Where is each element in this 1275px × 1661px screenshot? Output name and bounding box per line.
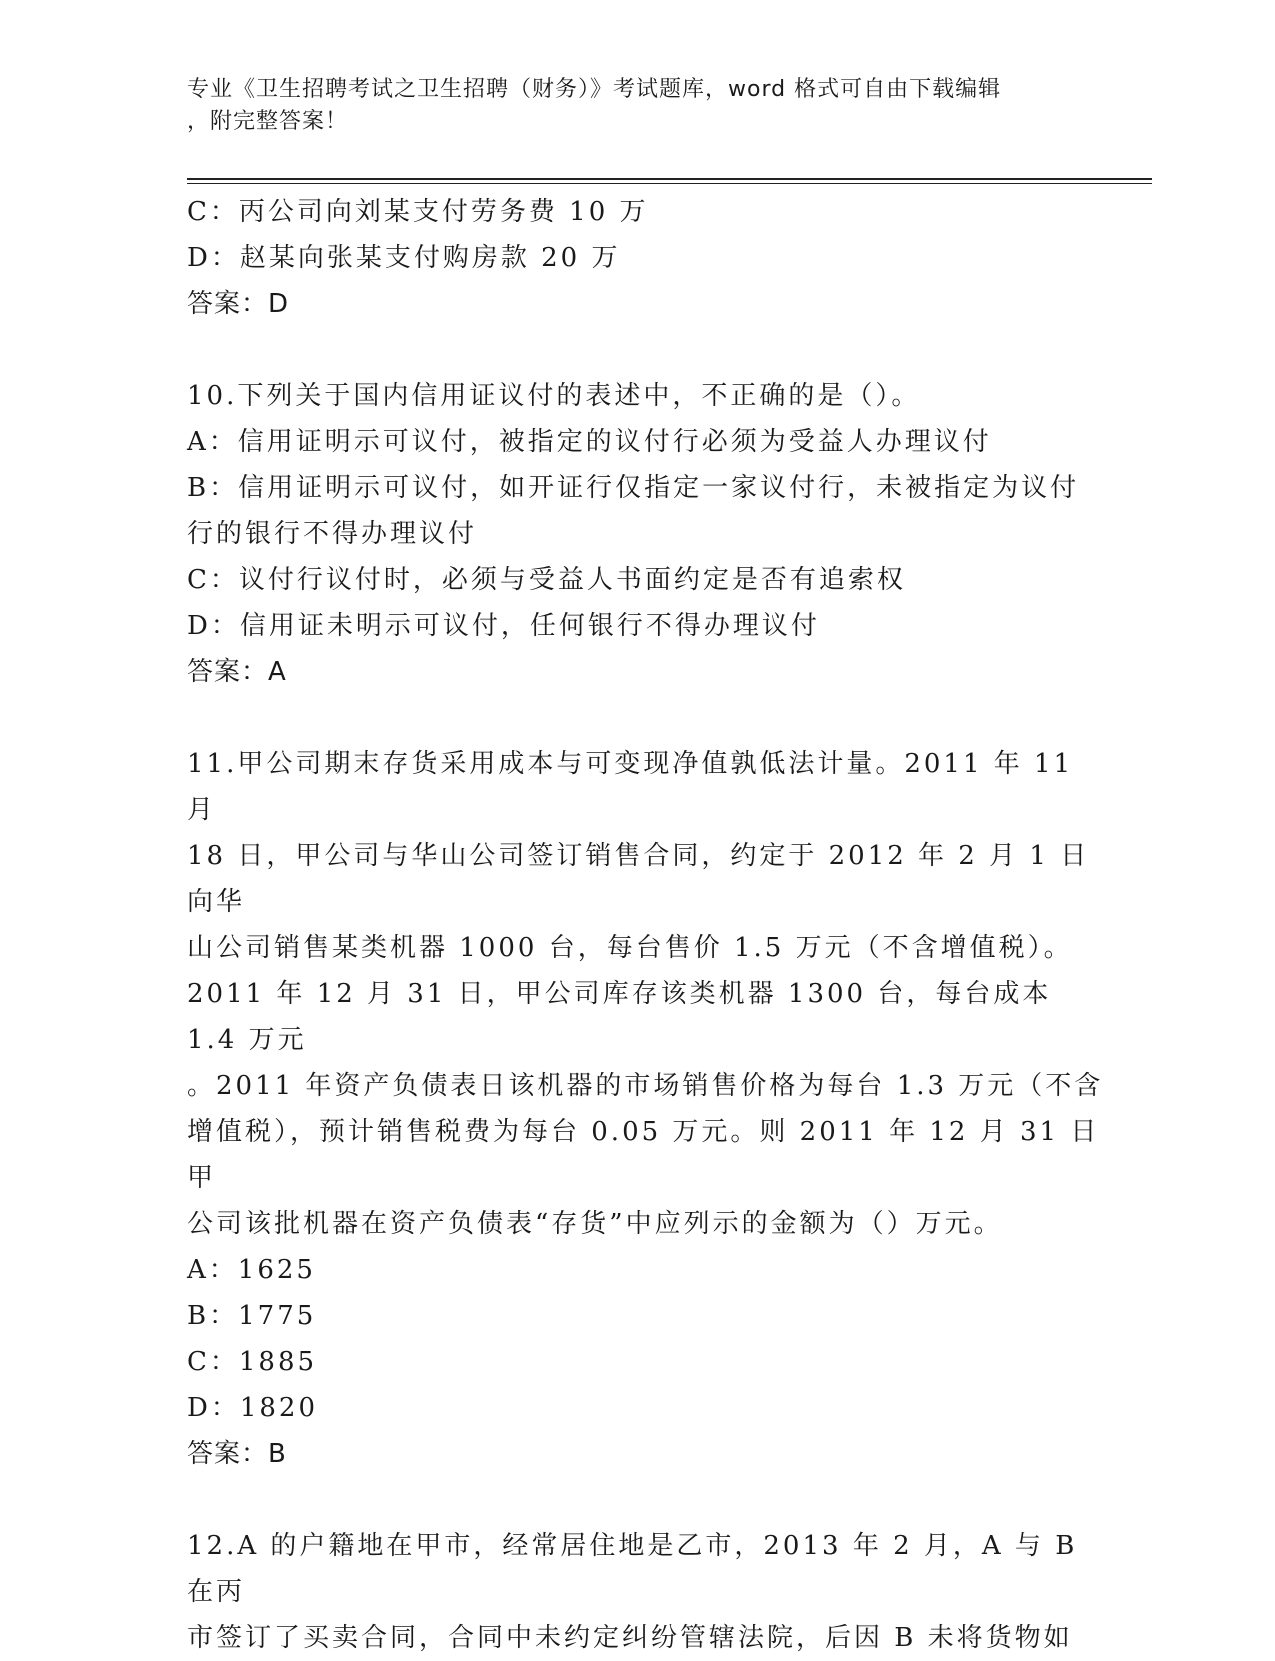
header-line-1: 专业《卫生招聘考试之卫生招聘（财务）》考试题库，word 格式可自由下载编辑 xyxy=(187,77,1002,102)
question-11 xyxy=(187,741,1107,1477)
header-divider-thin xyxy=(187,183,1152,184)
q10-option-d: D：信用证未明示可议付，任何银行不得办理议付 xyxy=(187,611,820,641)
question-10 xyxy=(187,373,1107,695)
q10-option-b-line-2: 行的银行不得办理议付 xyxy=(187,519,478,549)
q11-option-c: C：1885 xyxy=(187,1347,318,1377)
q10-answer: 答案：A xyxy=(187,657,287,687)
q10-stem: 10.下列关于国内信用证议付的表述中，不正确的是（）。 xyxy=(187,381,921,411)
q11-stem-line-6: 增值税），预计销售税费为每台 0.05 万元。则 2011 年 12 月 31 日甲 xyxy=(187,1117,1100,1193)
q11-stem-line-3: 山公司销售某类机器 1000 台，每台售价 1.5 万元（不含增值税）。 xyxy=(187,933,1073,963)
document-body xyxy=(187,189,1107,1661)
q10-option-c: C：议付行议付时，必须与受益人书面约定是否有追索权 xyxy=(187,565,906,595)
q9-answer: 答案：D xyxy=(187,289,290,319)
q11-stem-line-1: 11.甲公司期末存货采用成本与可变现净值孰低法计量。2011 年 11 月 xyxy=(187,749,1074,825)
q11-answer: 答案：B xyxy=(187,1439,287,1469)
spacer xyxy=(187,695,1107,741)
question-12 xyxy=(187,1523,1107,1661)
header-line-2: ，附完整答案！ xyxy=(187,109,349,134)
q11-stem-line-4: 2011 年 12 月 31 日，甲公司库存该类机器 1300 台，每台成本 1.4 万元 xyxy=(187,979,1052,1055)
q11-stem-line-2: 18 日，甲公司与华山公司签订销售合同，约定于 2012 年 2 月 1 日向华 xyxy=(187,841,1090,917)
question-9 xyxy=(187,189,1107,327)
q12-stem-line-2: 市签订了买卖合同，合同中未约定纠纷管辖法院，后因 B 未将货物如 xyxy=(187,1623,1073,1653)
q10-option-a: A：信用证明示可议付，被指定的议付行必须为受益人办理议付 xyxy=(187,427,992,457)
document-header xyxy=(187,74,1087,138)
q10-option-b-line-1: B：信用证明示可议付，如开证行仅指定一家议付行，未被指定为议付 xyxy=(187,473,1080,503)
q12-stem-line-1: 12.A 的户籍地在甲市，经常居住地是乙市，2013 年 2 月，A 与 B 在丙 xyxy=(187,1531,1078,1607)
header-divider-thick xyxy=(187,178,1152,180)
q11-option-b: B：1775 xyxy=(187,1301,317,1331)
spacer xyxy=(187,1477,1107,1523)
q11-stem-line-5: 。2011 年资产负债表日该机器的市场销售价格为每台 1.3 万元（不含 xyxy=(187,1071,1104,1101)
spacer xyxy=(187,327,1107,373)
q9-option-c: C：丙公司向刘某支付劳务费 10 万 xyxy=(187,197,649,227)
q11-option-d: D：1820 xyxy=(187,1393,319,1423)
q9-option-d: D：赵某向张某支付购房款 20 万 xyxy=(187,243,621,273)
q11-stem-line-7: 公司该批机器在资产负债表“存货”中应列示的金额为（）万元。 xyxy=(187,1209,1003,1239)
q11-option-a: A：1625 xyxy=(187,1255,316,1285)
